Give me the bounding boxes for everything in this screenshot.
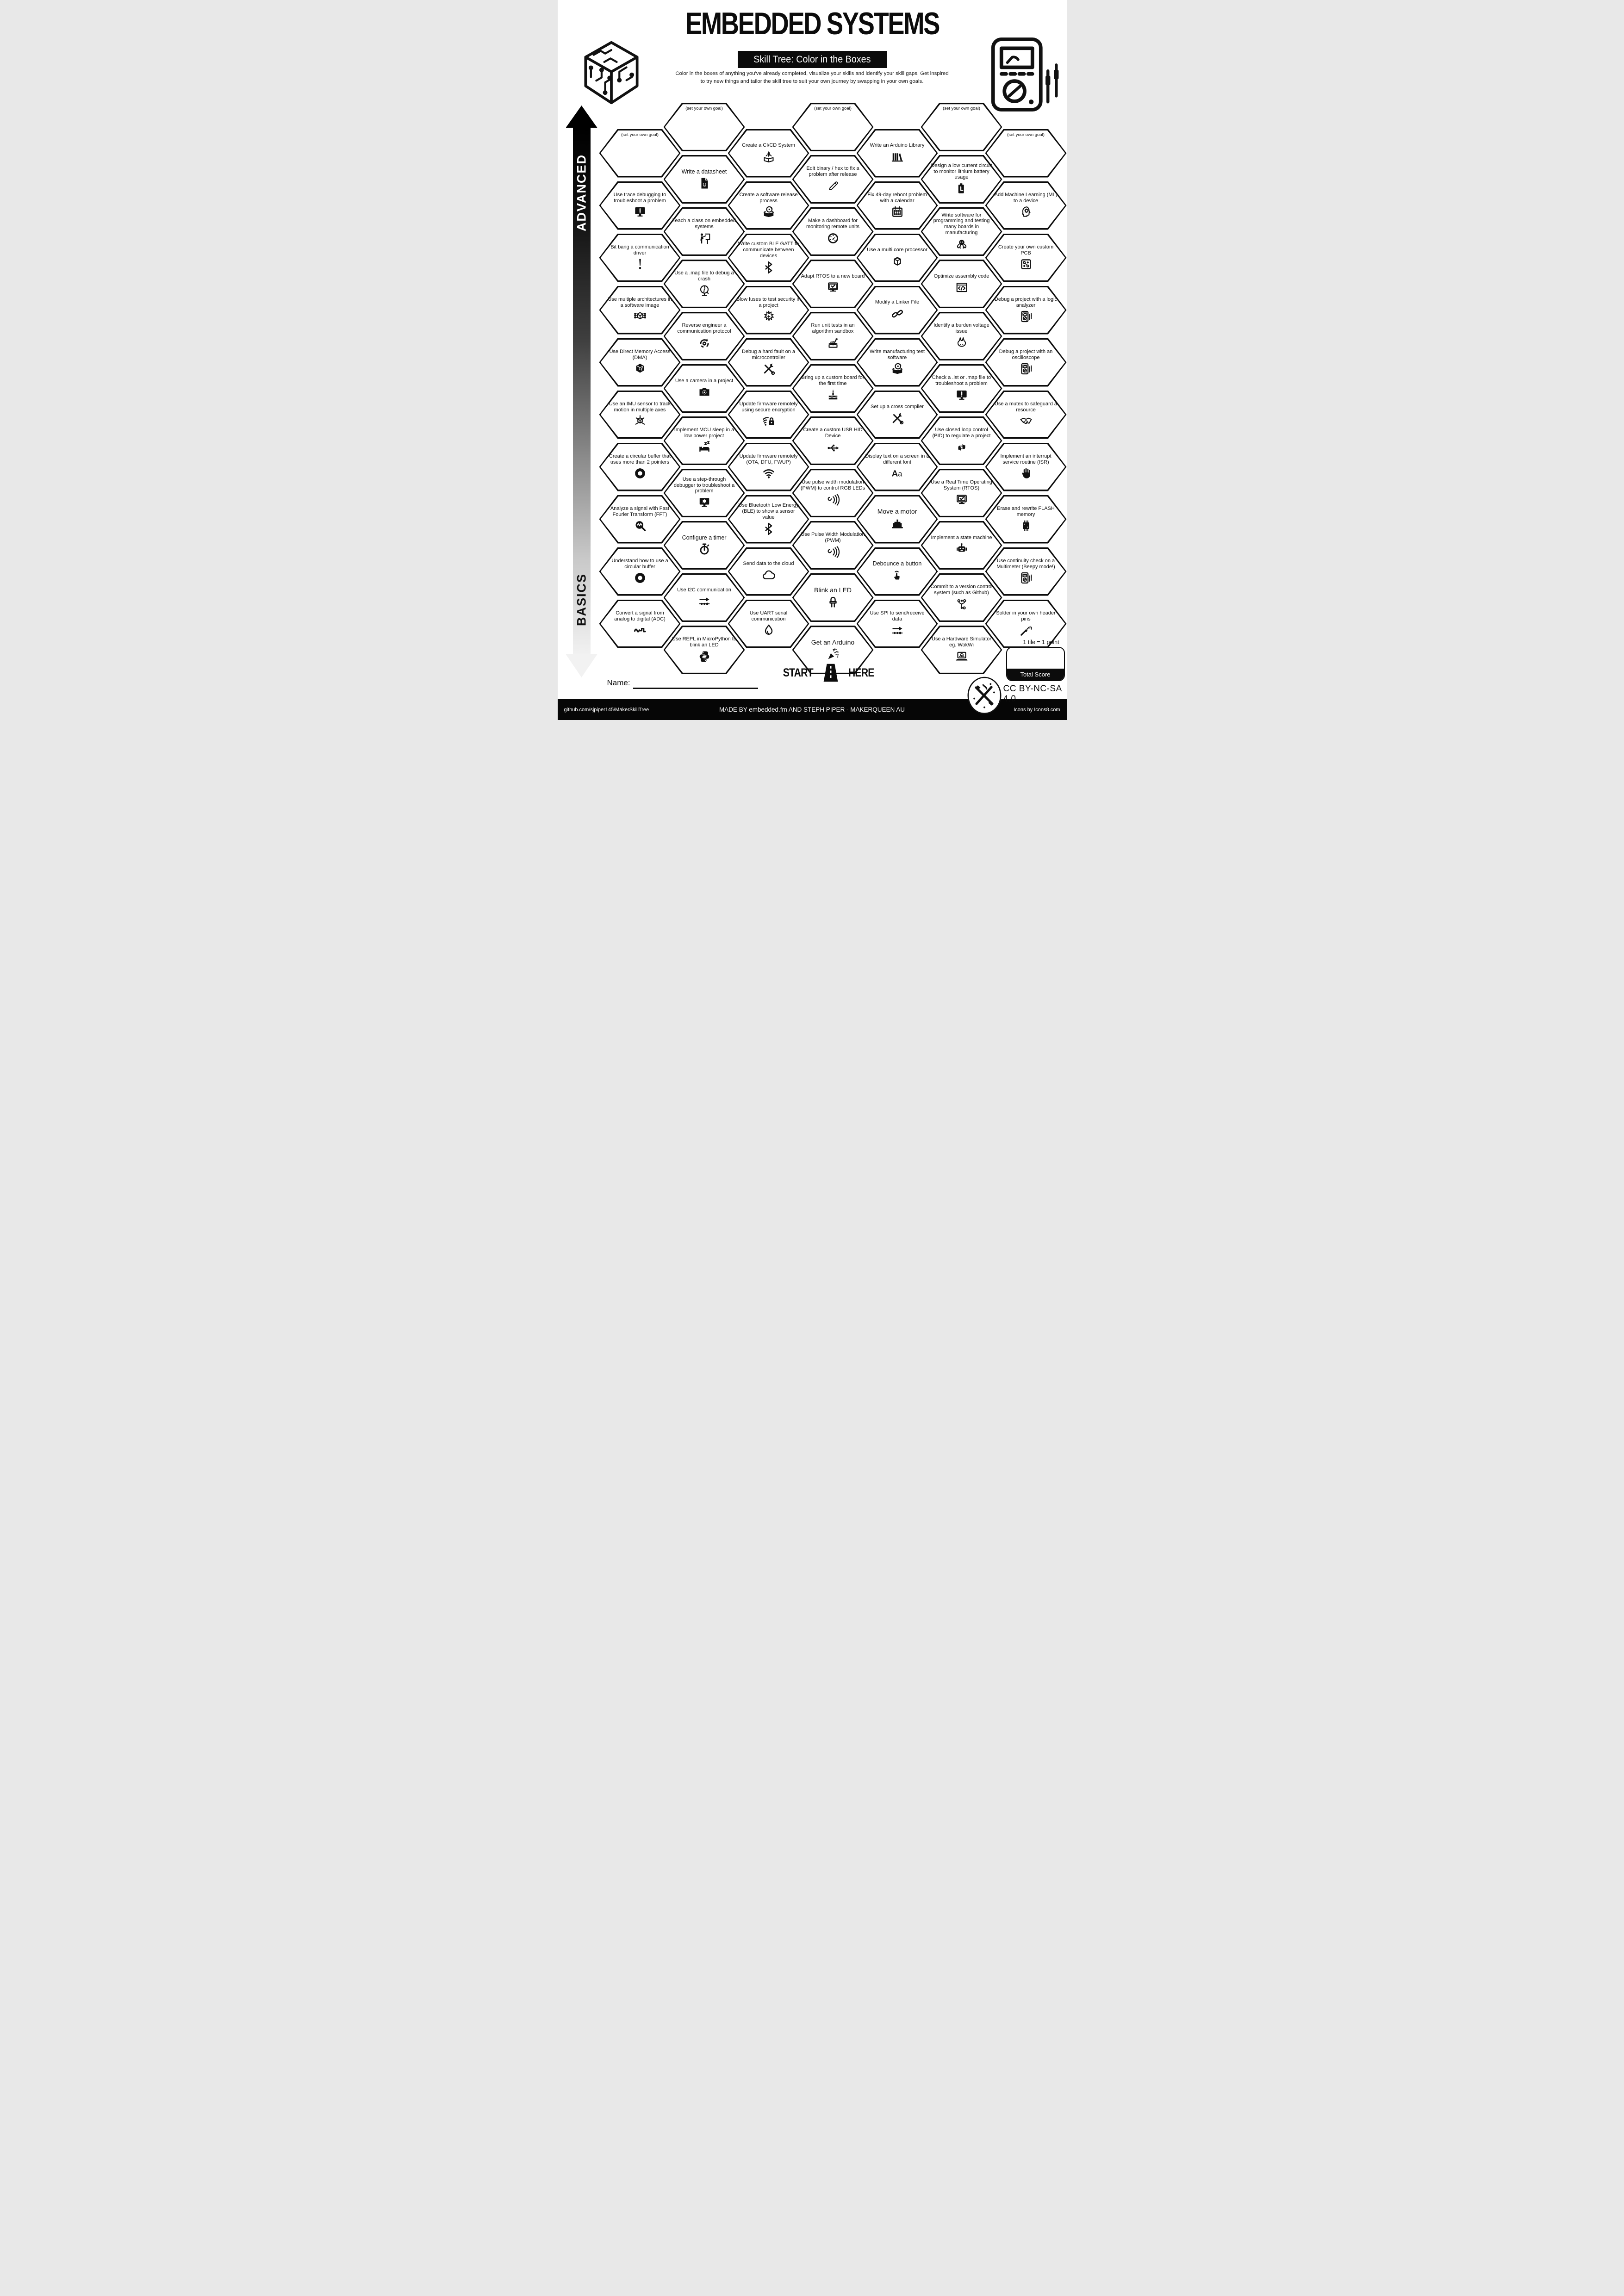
tile-content bbox=[993, 392, 1059, 437]
maker-tools-badge-icon bbox=[967, 676, 1002, 714]
goal-tile-label: (set your own goal) bbox=[621, 132, 659, 137]
skill-tile-label: Adapt RTOS to a new board bbox=[801, 273, 865, 279]
imu-axes-icon bbox=[633, 414, 647, 428]
skill-tile-label: Create a circular buffer that uses more than 2 pointers bbox=[609, 453, 671, 465]
skill-tile-label: Understand how to use a circular buffer bbox=[611, 558, 668, 570]
skill-tile-label: Modify a Linker File bbox=[875, 299, 920, 305]
poster-page bbox=[558, 0, 1067, 720]
skill-tile-label: Get an Arduino bbox=[811, 638, 855, 646]
tile-content bbox=[993, 549, 1059, 594]
cd-box-icon bbox=[890, 362, 904, 376]
skill-tile-label: Set up a cross compiler bbox=[871, 404, 924, 410]
tile-content bbox=[993, 340, 1059, 385]
goal-tile-label: (set your own goal) bbox=[814, 106, 852, 111]
skill-tile-label: Use a step-through debugger to troubleshoot a problem bbox=[673, 476, 735, 494]
ml-head-icon bbox=[1019, 205, 1033, 219]
tile-content bbox=[993, 183, 1059, 228]
skill-tile-label: Bring up a custom board for the first time bbox=[801, 375, 865, 386]
skill-tile-label: Write a datasheet bbox=[681, 168, 727, 175]
skill-tile-label: Write custom BLE GATT to communicate between devices bbox=[738, 241, 799, 259]
teacher-icon bbox=[697, 231, 711, 245]
code-window-icon bbox=[955, 280, 969, 294]
skill-tile-label: Use a mutex to safeguard a resource bbox=[994, 401, 1058, 413]
skill-tile-label: Use UART serial communication bbox=[749, 610, 788, 622]
skill-tile-label: Use Pulse Width Modulation (PWM) bbox=[801, 532, 865, 543]
wifi-icon bbox=[762, 466, 776, 480]
bluetooth-icon bbox=[762, 261, 776, 274]
skill-tile-label: Fix 49-day reboot problem with a calendar bbox=[867, 192, 927, 204]
skill-tile[interactable] bbox=[985, 286, 1067, 335]
rocket-box-icon bbox=[762, 150, 776, 164]
tile-content bbox=[993, 497, 1059, 542]
goal-tile[interactable] bbox=[985, 129, 1067, 178]
name-label: Name: bbox=[607, 678, 630, 687]
skill-tile-label: Create a custom USB HID Device bbox=[803, 427, 863, 439]
road-icon bbox=[821, 662, 840, 684]
led-icon bbox=[826, 595, 840, 609]
skill-tile[interactable] bbox=[985, 234, 1067, 282]
skill-tile-label: Teach a class on embedded systems bbox=[672, 218, 736, 230]
hand-stop-icon bbox=[1019, 466, 1033, 480]
description-line2: to try new things and tailor the skill tree to suit your own journey by swapping in your own goals. bbox=[700, 79, 924, 84]
skill-tile-label: Update firmware remotely (OTA, DFU, FWUP) bbox=[739, 453, 798, 465]
bus-arrow-icon bbox=[890, 623, 904, 637]
crossed-tools-icon bbox=[762, 362, 776, 376]
skill-tile-label: Convert a signal from analog to digital (ADC) bbox=[614, 610, 666, 622]
svg-text:a: a bbox=[897, 470, 902, 478]
bus-arrow-icon bbox=[697, 594, 711, 608]
skill-tile-label: Use Direct Memory Access (DMA) bbox=[609, 348, 671, 360]
name-line[interactable] bbox=[633, 688, 758, 689]
difficulty-axis bbox=[565, 105, 598, 678]
skill-tile[interactable] bbox=[985, 495, 1067, 544]
skill-tile-label: Use SPI to send/receive data bbox=[870, 610, 925, 622]
skill-tile-label: Check a .lst or .map file to troubleshoot a problem bbox=[932, 375, 991, 386]
party-popper-icon bbox=[826, 647, 840, 661]
skill-tile-label: Identify a burden voltage issue bbox=[933, 323, 989, 334]
skill-tile-label: Implement MCU sleep in a low power project bbox=[674, 427, 734, 439]
skill-tile-label: Commit to a version control system (such as Github) bbox=[930, 584, 993, 596]
tile-content bbox=[993, 236, 1059, 280]
cube-3d-icon bbox=[890, 254, 904, 268]
axis-label-advanced: ADVANCED bbox=[574, 154, 588, 231]
camera-icon bbox=[697, 385, 711, 399]
octopus-icon bbox=[955, 237, 969, 251]
pcb-icon bbox=[1019, 257, 1033, 271]
multimeter-small-icon bbox=[1019, 362, 1033, 376]
python-icon bbox=[697, 650, 711, 664]
debugger-monitor-icon bbox=[697, 496, 711, 509]
skill-tile[interactable] bbox=[985, 547, 1067, 596]
soldering-iron-icon bbox=[1019, 623, 1033, 637]
page-title: EMBEDDED SYSTEMS bbox=[685, 6, 939, 41]
skill-tile-label: Design a low current circuit to monitor lithium battery usage bbox=[931, 162, 992, 180]
books-icon bbox=[890, 150, 904, 164]
circular-buffer-icon bbox=[633, 571, 647, 585]
skill-tile[interactable] bbox=[985, 181, 1067, 230]
skill-tile-label: Solder in your own header pins bbox=[996, 610, 1056, 622]
skill-tile-label: Create a CI/CD System bbox=[742, 143, 795, 149]
motor-icon bbox=[890, 517, 904, 531]
explosion-icon bbox=[762, 310, 776, 323]
footer-repo-url: github.com/sjpiper145/MakerSkillTree bbox=[564, 707, 649, 713]
finger-press-icon bbox=[890, 569, 904, 583]
battery-icon bbox=[955, 182, 969, 196]
skill-tile-label: Update firmware remotely using secure encryption bbox=[739, 401, 798, 413]
goal-tile-label: (set your own goal) bbox=[943, 106, 980, 111]
svg-text:A: A bbox=[891, 468, 898, 478]
adc-wave-icon bbox=[633, 623, 647, 637]
font-aa-icon bbox=[890, 466, 904, 480]
skill-tile-label: Use an IMU sensor to track motion in multiple axes bbox=[609, 401, 671, 413]
skill-tile-label: Move a motor bbox=[877, 508, 917, 515]
skill-tile-label: Use REPL in MicroPython to blink an LED bbox=[672, 636, 736, 648]
donkey-icon bbox=[955, 336, 969, 350]
skill-tile-label: Display text on a screen in a different font bbox=[865, 453, 929, 465]
multimeter-icon bbox=[989, 36, 1060, 113]
skill-tile-label: Optimize assembly code bbox=[933, 273, 989, 279]
skill-tile-label: Write software for programming and testing many boards in manufacturing bbox=[933, 212, 990, 236]
skill-tile-label: Analyze a signal with Fast Fourier Transform (FFT) bbox=[610, 505, 670, 517]
description-line1: Color in the boxes of anything you've already completed, visualize your skills and identify your skill gaps. Get inspired bbox=[675, 71, 949, 76]
skill-tile-label: Use closed loop control (PID) to regulate a project bbox=[932, 427, 991, 439]
wifi-lock-icon bbox=[762, 414, 776, 428]
multi-architecture-icon bbox=[633, 310, 647, 323]
skill-tile-label: Edit binary / hex to fix a problem after release bbox=[806, 166, 859, 177]
reverse-gear-icon bbox=[697, 336, 711, 350]
birthday-cake-icon bbox=[826, 388, 840, 402]
goal-tile-label: (set your own goal) bbox=[1007, 132, 1045, 137]
skill-tile-label: Use a Real Time Operating System (RTOS) bbox=[931, 479, 992, 491]
total-score-box[interactable] bbox=[1006, 647, 1065, 681]
laptop-sim-icon bbox=[955, 650, 969, 664]
monitor-warning-icon bbox=[633, 205, 647, 219]
start-here bbox=[757, 662, 900, 684]
skill-tile-label: Use pulse width modulation (PWM) to control RGB LEDs bbox=[800, 479, 865, 491]
skill-tile-label: Blink an LED bbox=[814, 586, 852, 594]
globe-icon bbox=[697, 284, 711, 298]
total-score-label: Total Score bbox=[1007, 669, 1064, 680]
skill-tile[interactable] bbox=[985, 391, 1067, 439]
skill-tile-label: Reverse engineer a communication protocol bbox=[677, 323, 731, 334]
calendar-icon bbox=[890, 205, 904, 219]
footer-credit: MADE BY embedded.fm AND STEPH PIPER - MAKERQUEEN AU bbox=[719, 706, 905, 713]
gauge-icon bbox=[826, 231, 840, 245]
water-drop-icon bbox=[762, 623, 776, 637]
start-label: START bbox=[783, 666, 813, 679]
skill-tile[interactable] bbox=[985, 338, 1067, 387]
monitor-check-icon bbox=[826, 280, 840, 294]
chain-link-icon bbox=[890, 307, 904, 321]
monitor-warning-icon bbox=[955, 388, 969, 402]
skill-tile-label: Use a .map file to debug a crash bbox=[674, 270, 734, 282]
multimeter-small-icon bbox=[1019, 571, 1033, 585]
skill-tile-label: Write manufacturing test software bbox=[869, 348, 925, 360]
pwm-waves-icon bbox=[826, 493, 840, 507]
skill-tile-label: Use a Hardware Simulator eg. WokWi bbox=[932, 636, 991, 648]
exclamation-icon bbox=[633, 257, 647, 271]
chip-icon bbox=[1019, 519, 1033, 533]
cloud-icon bbox=[762, 568, 776, 582]
axis-label-basics: BASICS bbox=[574, 573, 588, 627]
cd-box-icon bbox=[762, 205, 776, 219]
skill-tile-label: Write an Arduino Library bbox=[870, 143, 925, 149]
skill-tile-label: Erase and rewrite FLASH memory bbox=[997, 505, 1055, 517]
subtitle-banner bbox=[738, 51, 887, 68]
license-text: CC BY-NC-SA 4.0 bbox=[1003, 684, 1062, 704]
skill-tile-label: Blow fuses to test security in a project bbox=[736, 296, 801, 308]
robot-icon bbox=[955, 542, 969, 556]
skill-tile-label: Configure a timer bbox=[682, 534, 727, 541]
skill-tile-label: Use I2C communication bbox=[677, 587, 731, 593]
skill-tile-label: Use a camera in a project bbox=[675, 378, 734, 384]
skill-tile[interactable] bbox=[985, 443, 1067, 491]
datasheet-icon bbox=[697, 176, 711, 190]
sandbox-icon bbox=[826, 336, 840, 350]
git-branch-icon bbox=[955, 597, 969, 611]
pwm-waves-icon bbox=[826, 545, 840, 559]
skill-tile-label: Debug a project with a logic analyzer bbox=[994, 296, 1058, 308]
multimeter-small-icon bbox=[1019, 310, 1033, 323]
dma-cube-icon bbox=[633, 362, 647, 376]
skill-tile-label: Use a multi core processor bbox=[867, 247, 927, 253]
handshake-icon bbox=[1019, 414, 1033, 428]
crossed-tools-icon bbox=[890, 411, 904, 425]
skill-tile-label: Debug a hard fault on a microcontroller bbox=[742, 348, 795, 360]
skill-tile-label: Debug a project with an oscilloscope bbox=[999, 348, 1053, 360]
here-label: HERE bbox=[848, 666, 874, 679]
skill-tile-label: Bit bang a communication driver bbox=[610, 244, 669, 256]
skill-tile-label: Implement an interrupt service routine (ISR) bbox=[1000, 453, 1052, 465]
pencil-icon bbox=[826, 179, 840, 193]
skill-tile-label: Send data to the cloud bbox=[743, 561, 794, 567]
pid-loop-icon bbox=[955, 441, 969, 454]
skill-tile-label: Create a software release process bbox=[739, 192, 798, 204]
stopwatch-icon bbox=[697, 542, 711, 556]
skill-tile-label: Use Bluetooth Low Energy (BLE) to show a sensor value bbox=[738, 503, 799, 520]
skill-tile-label: Run unit tests in an algorithm sandbox bbox=[811, 323, 855, 334]
fft-magnifier-icon bbox=[633, 519, 647, 533]
subtitle-text: Skill Tree: Color in the Boxes bbox=[753, 54, 871, 65]
skill-tile-label: Implement a state machine bbox=[931, 534, 992, 540]
bluetooth-icon bbox=[762, 522, 776, 536]
goal-tile-label: (set your own goal) bbox=[685, 106, 723, 111]
tile-content bbox=[993, 445, 1059, 490]
skill-tile-label: Make a dashboard for monitoring remote units bbox=[806, 218, 859, 230]
arrow-up-icon bbox=[566, 105, 597, 128]
sleep-bed-icon bbox=[697, 441, 711, 454]
skill-tile-label: Create your own custom PCB bbox=[998, 244, 1054, 256]
skill-tile-label: Use trace debugging to troubleshoot a problem bbox=[613, 192, 666, 204]
circular-buffer-icon bbox=[633, 466, 647, 480]
skill-tile-label: Use multiple architectures in a software image bbox=[608, 296, 672, 308]
usb-icon bbox=[826, 441, 840, 454]
skill-tile-label: Debounce a button bbox=[872, 560, 922, 567]
tile-content bbox=[993, 288, 1059, 333]
monitor-check-icon bbox=[955, 493, 969, 507]
arrow-down-icon bbox=[566, 654, 597, 677]
skill-tile-label: Add Machine Learning (ML) to a device bbox=[994, 192, 1058, 204]
footer-icons-credit: Icons by Icons8.com bbox=[1014, 707, 1060, 713]
skill-tile-label: Use continuity check on a Multimeter (Beepy mode!) bbox=[996, 558, 1055, 570]
score-note: 1 tile = 1 point bbox=[1023, 639, 1059, 645]
